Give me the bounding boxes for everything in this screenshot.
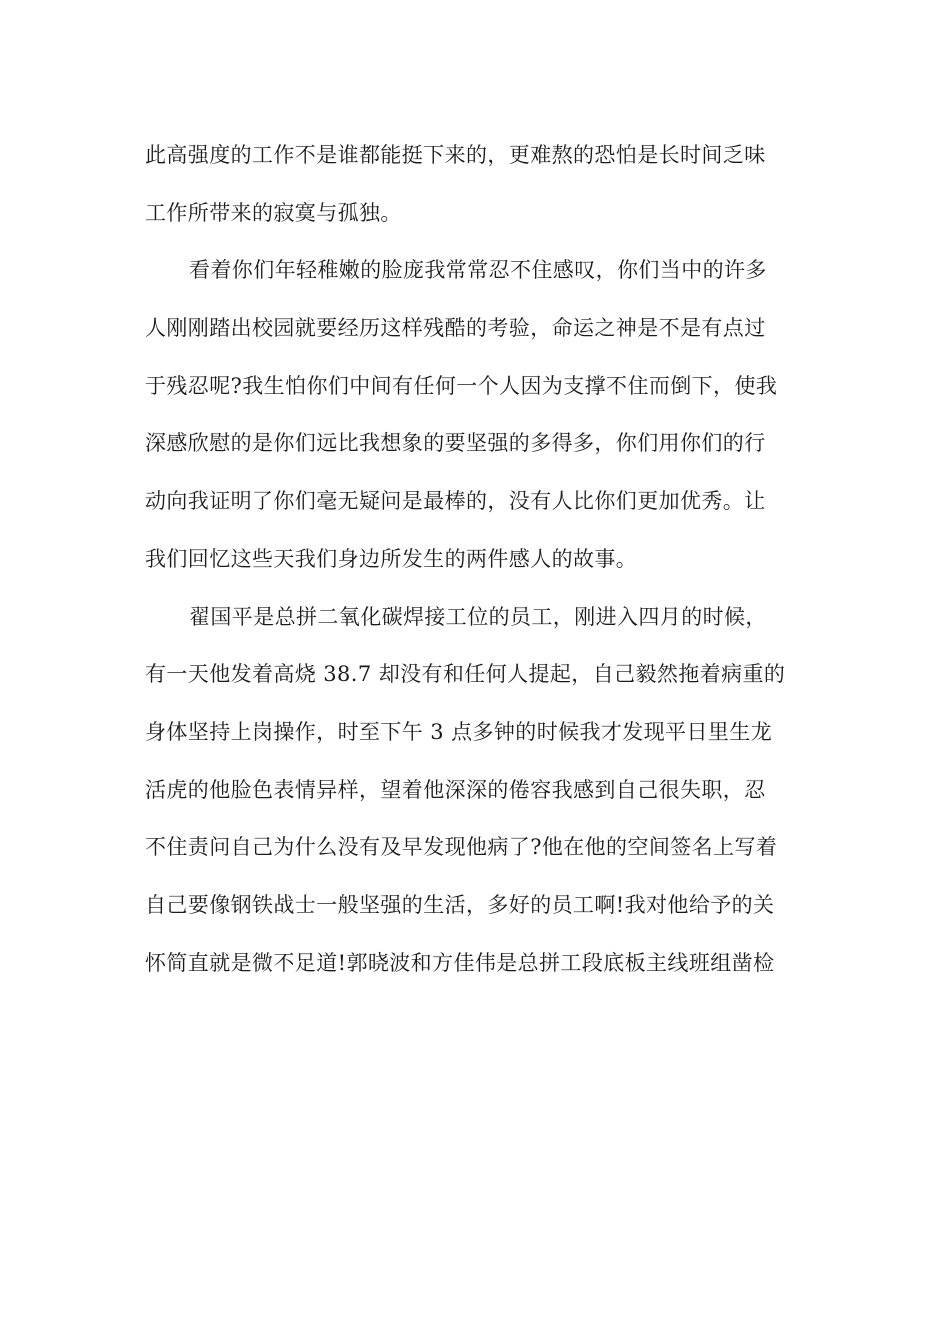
text-line: 我们回忆这些天我们身边所发生的两件感人的故事。 <box>145 546 638 571</box>
text-line: 工作所带来的寂寞与孤独。 <box>145 200 402 225</box>
text-line: 怀简直就是微不足道!郭晓波和方佳伟是总拼工段底板主线班组凿检 <box>145 950 775 975</box>
text-line: 人刚刚踏出校园就要经历这样残酷的考验，命运之神是不是有点过 <box>145 316 766 341</box>
text-line: 身体坚持上岗操作，时至下午 3 点多钟的时候我才发现平日里生龙 <box>145 719 773 744</box>
text-line: 动向我证明了你们毫无疑问是最棒的，没有人比你们更加优秀。让 <box>145 489 766 514</box>
text-line: 有一天他发着高烧 38.7 却没有和任何人提起，自己毅然拖着病重的 <box>145 662 786 687</box>
paragraph-start-line: 看着你们年轻稚嫩的脸庞我常常忍不住感叹，你们当中的许多 <box>189 258 767 283</box>
text-line: 活虎的他脸色表情异样，望着他深深的倦容我感到自己很失职，忍 <box>145 777 766 802</box>
paragraph-start-line: 翟国平是总拼二氧化碳焊接工位的员工，刚进入四月的时候， <box>189 604 767 629</box>
text-line: 此高强度的工作不是谁都能挺下来的，更难熬的恐怕是长时间乏味 <box>145 143 766 167</box>
document-body <box>145 127 810 992</box>
text-line: 深感欣慰的是你们远比我想象的要坚强的多得多，你们用你们的行 <box>145 431 766 456</box>
text-line: 于残忍呢?我生怕你们中间有任何一个人因为支撑不住而倒下，使我 <box>145 373 778 398</box>
text-line: 不住责问自己为什么没有及早发现他病了?他在他的空间签名上写着 <box>145 835 778 860</box>
text-line: 自己要像钢铁战士一般坚强的生活，多好的员工啊!我对他给予的关 <box>145 892 775 917</box>
